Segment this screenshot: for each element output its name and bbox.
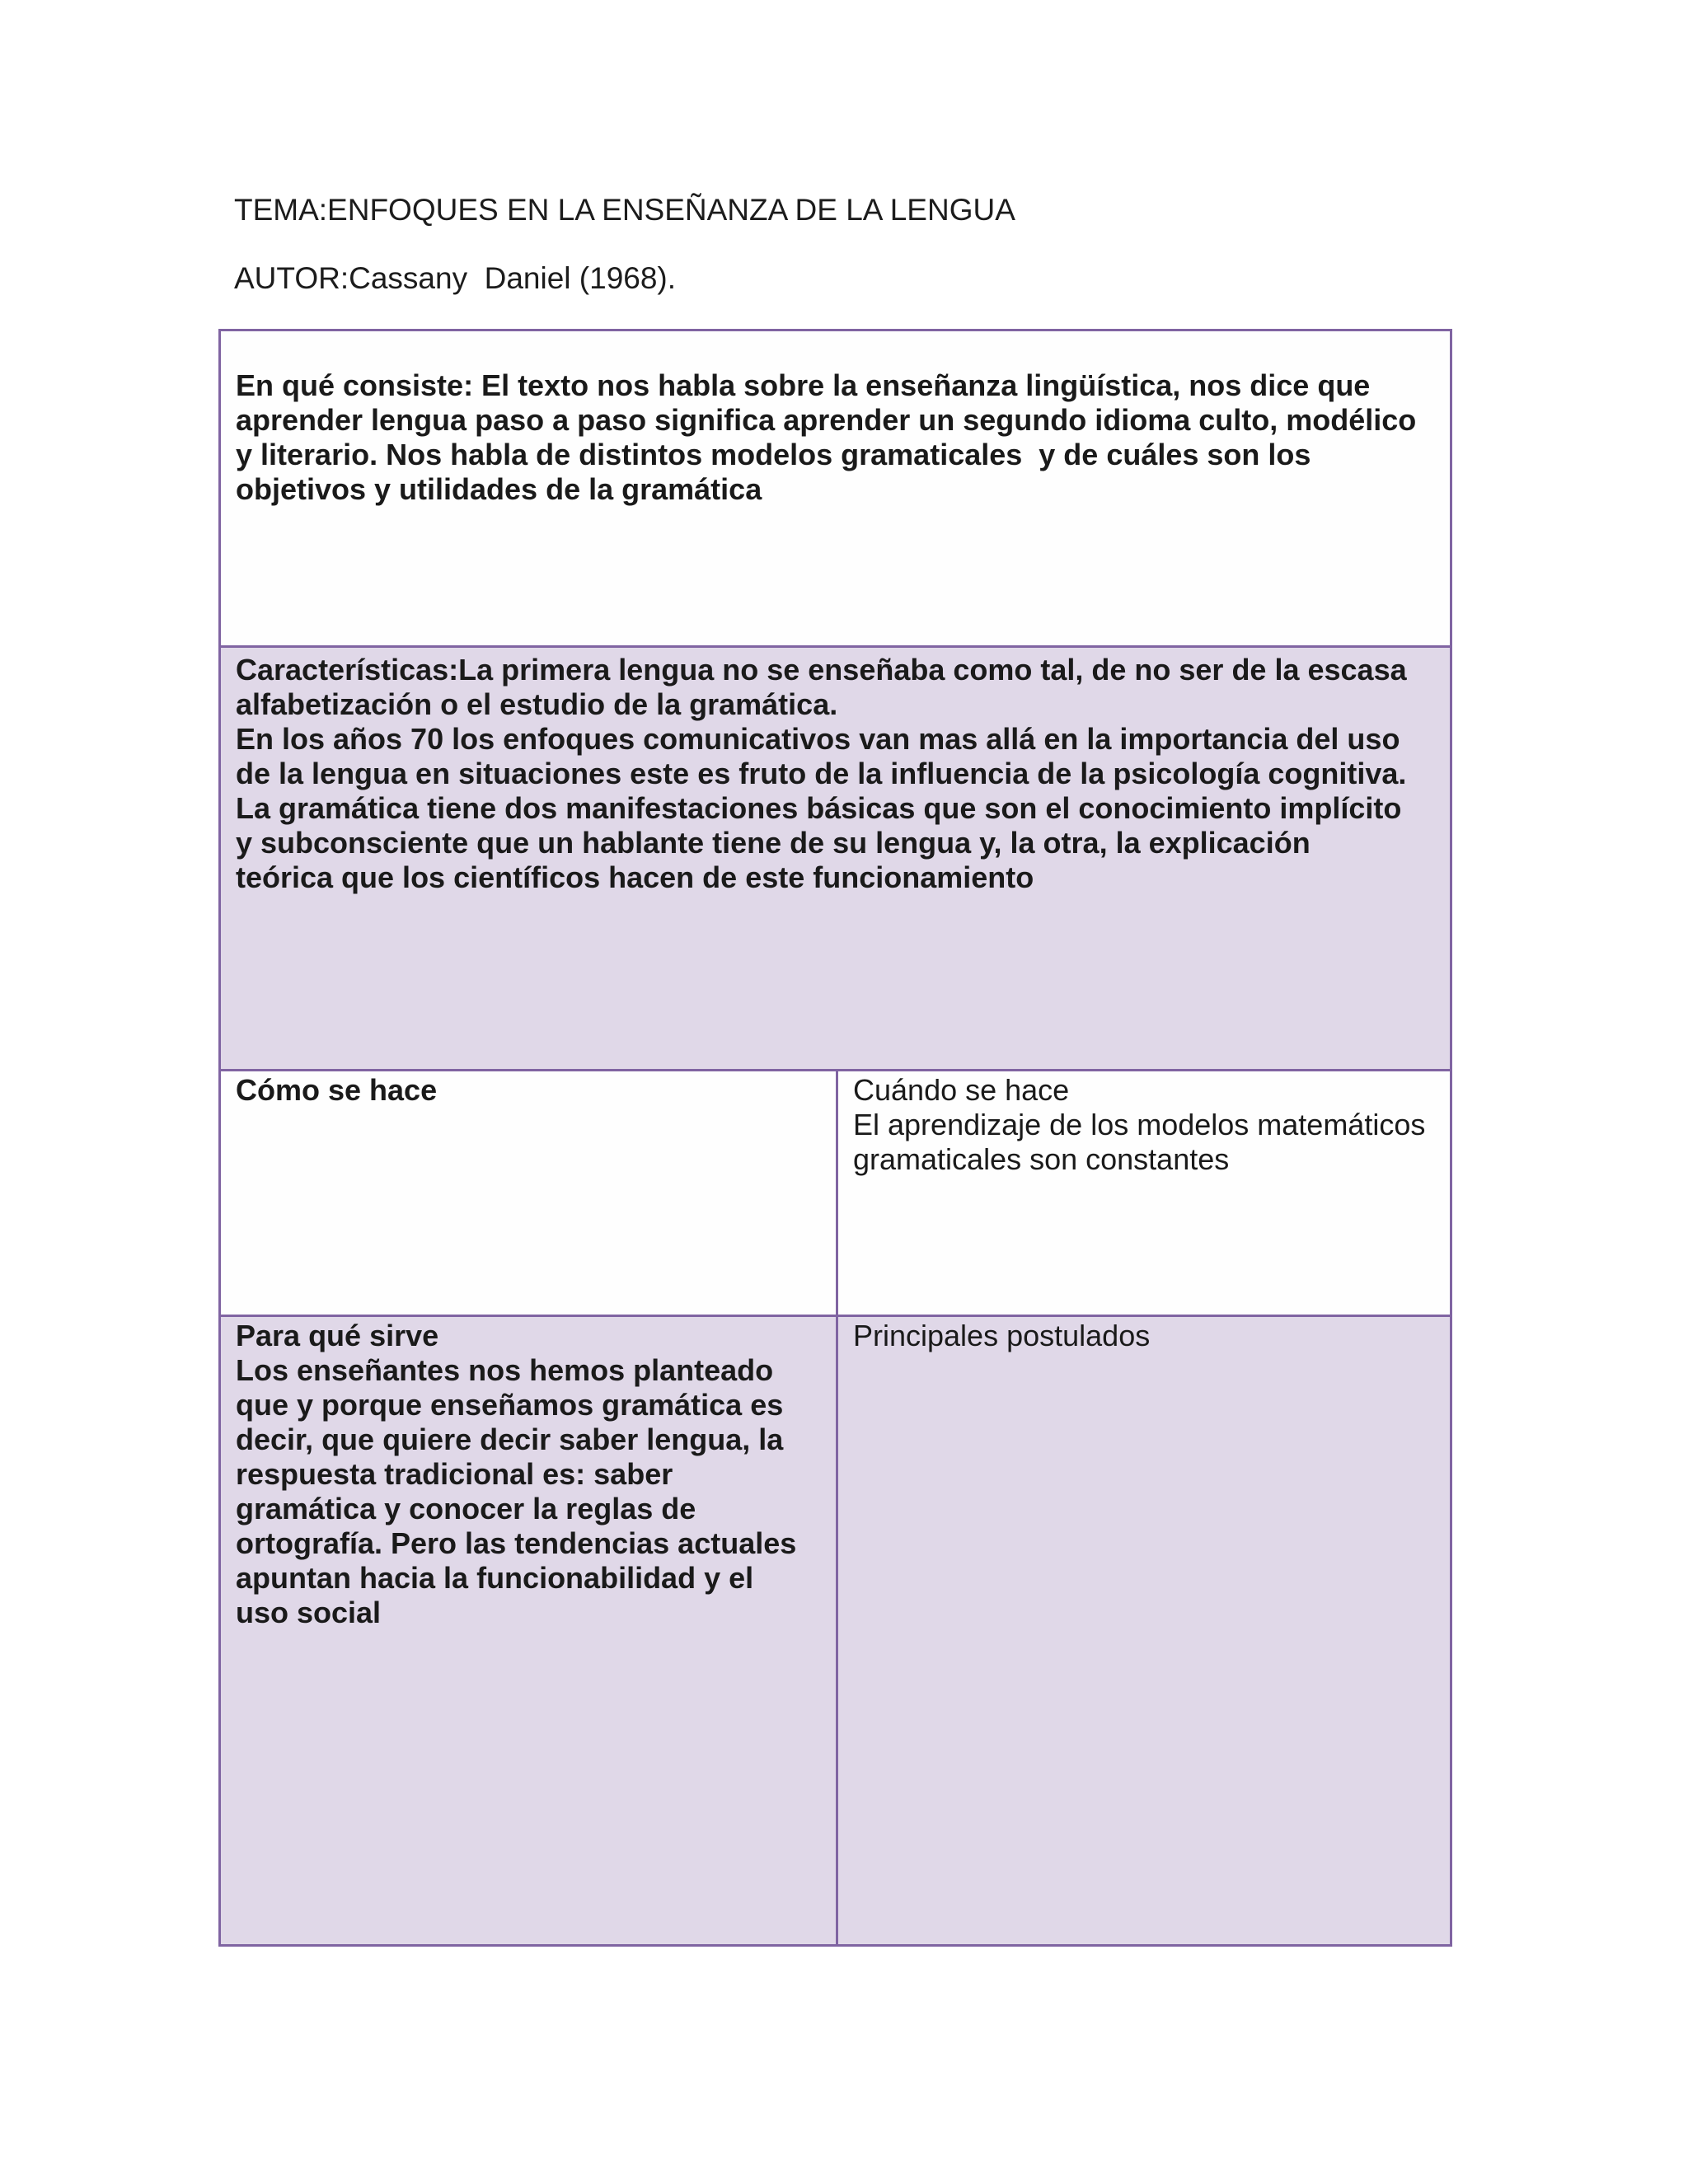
caracteristicas-text-line: teórica que los científicos hacen de este funcionamiento [236,860,1034,894]
para-text-line: uso social [236,1596,382,1629]
para-text-line: gramática y conocer la reglas de [236,1492,696,1526]
consiste-text-line: y literario. Nos habla de distintos modelos gramaticales y de cuáles son los [236,438,1311,471]
table-cell-cuando-se-hace [836,1069,1452,1317]
table-cell-principales-postulados [836,1315,1452,1947]
consiste-text-line: aprender lengua paso a paso significa aprender un segundo idioma culto, modélico [236,403,1417,437]
caracteristicas-text-line: y subconsciente que un hablante tiene de su lengua y, la otra, la explicación [236,826,1311,860]
table-cell-para-que-sirve [218,1315,838,1947]
caracteristicas-text-line: de la lengua en situaciones este es fruto de la influencia de la psicología cognitiva. [236,757,1407,790]
para-text-line: apuntan hacia la funcionabilidad y el [236,1561,754,1595]
para-que-sirve-title: Para qué sirve [236,1319,439,1352]
cuando-text-line: gramaticales son constantes [853,1142,1230,1176]
para-text-line: ortografía. Pero las tendencias actuales [236,1526,797,1560]
document-author: AUTOR:Cassany Daniel (1968). [234,261,677,295]
para-text-line: respuesta tradicional es: saber [236,1457,673,1491]
caracteristicas-text-line: La gramática tiene dos manifestaciones básicas que son el conocimiento implícito [236,791,1402,825]
table-cell-en-que-consiste [218,329,1452,648]
para-text-line: decir, que quiere decir saber lengua, la [236,1422,784,1456]
table-cell-caracteristicas [218,645,1452,1071]
consiste-text-line: objetivos y utilidades de la gramática [236,472,762,506]
caracteristicas-text-line: Características:La primera lengua no se enseñaba como tal, de no ser de la escasa [236,653,1407,687]
table-cell-como-se-hace [218,1069,838,1317]
caracteristicas-text-line: En los años 70 los enfoques comunicativos van mas allá en la importancia del uso [236,722,1400,756]
como-se-hace-title: Cómo se hace [236,1073,438,1107]
principales-postulados-title: Principales postulados [853,1319,1151,1352]
consiste-text-line: En qué consiste: El texto nos habla sobre la enseñanza lingüística, nos dice que [236,368,1371,402]
cuando-text-line: El aprendizaje de los modelos matemáticos [853,1108,1426,1141]
caracteristicas-text-line: alfabetización o el estudio de la gramática. [236,687,838,721]
cuando-se-hace-title: Cuándo se hace [853,1073,1070,1107]
para-text-line: Los enseñantes nos hemos planteado [236,1353,774,1387]
document-title: TEMA:ENFOQUES EN LA ENSEÑANZA DE LA LENGUA [234,193,1015,227]
para-text-line: que y porque enseñamos gramática es [236,1388,784,1422]
